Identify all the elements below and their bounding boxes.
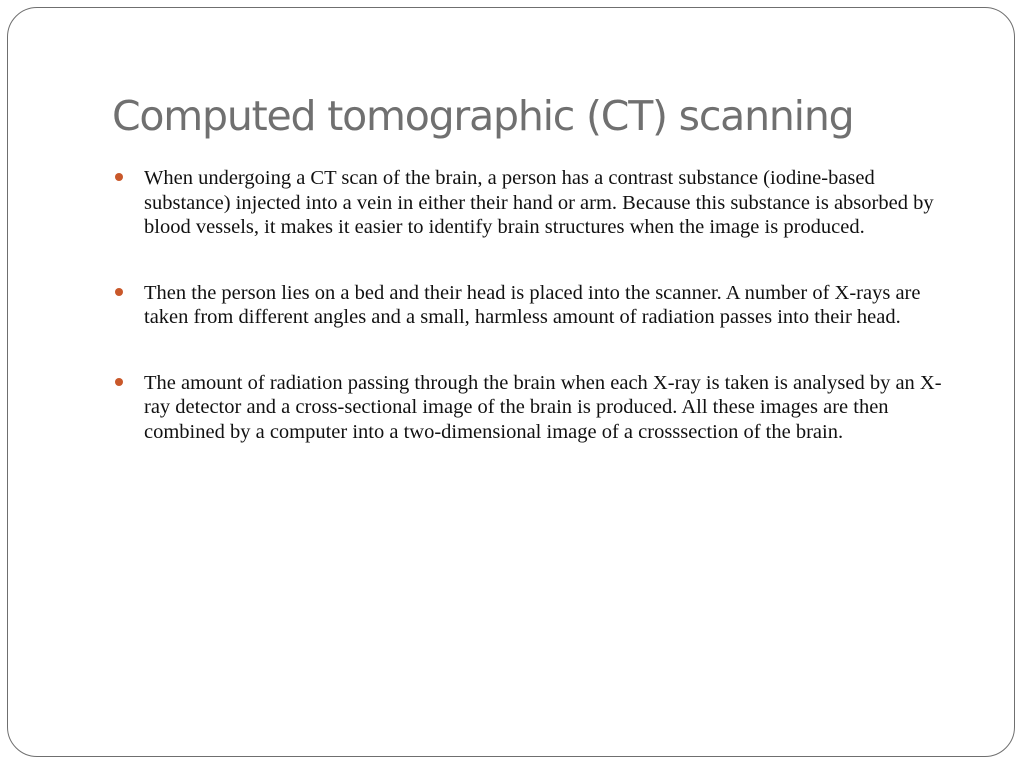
bullet-item [144,166,966,240]
slide-title: Computed tomographic (CT) scanning [112,92,854,140]
bullet-list [144,166,966,485]
bullet-text: The amount of radiation passing through the brain when each X-ray is taken is analysed by an X-ray detector and a cross-sectional image of the brain is produced. All these images are then combined by a computer into a two-dimensional image of a crosssection of the brain. [144,371,942,443]
bullet-dot-icon [115,173,123,181]
bullet-text: When undergoing a CT scan of the brain, a person has a contrast substance (iodine-based substance) injected into a vein in either their hand or arm. Because this substance is absorbed by blood vessels, it makes it easier to identify brain structures when the image is produced. [144,167,934,238]
bullet-item [144,371,966,445]
bullet-dot-icon [115,378,123,386]
bullet-dot-icon [115,288,123,296]
bullet-item [144,281,966,330]
bullet-text: Then the person lies on a bed and their head is placed into the scanner. A number of X-rays are taken from different angles and a small, harmless amount of radiation passes into their head. [144,281,921,328]
